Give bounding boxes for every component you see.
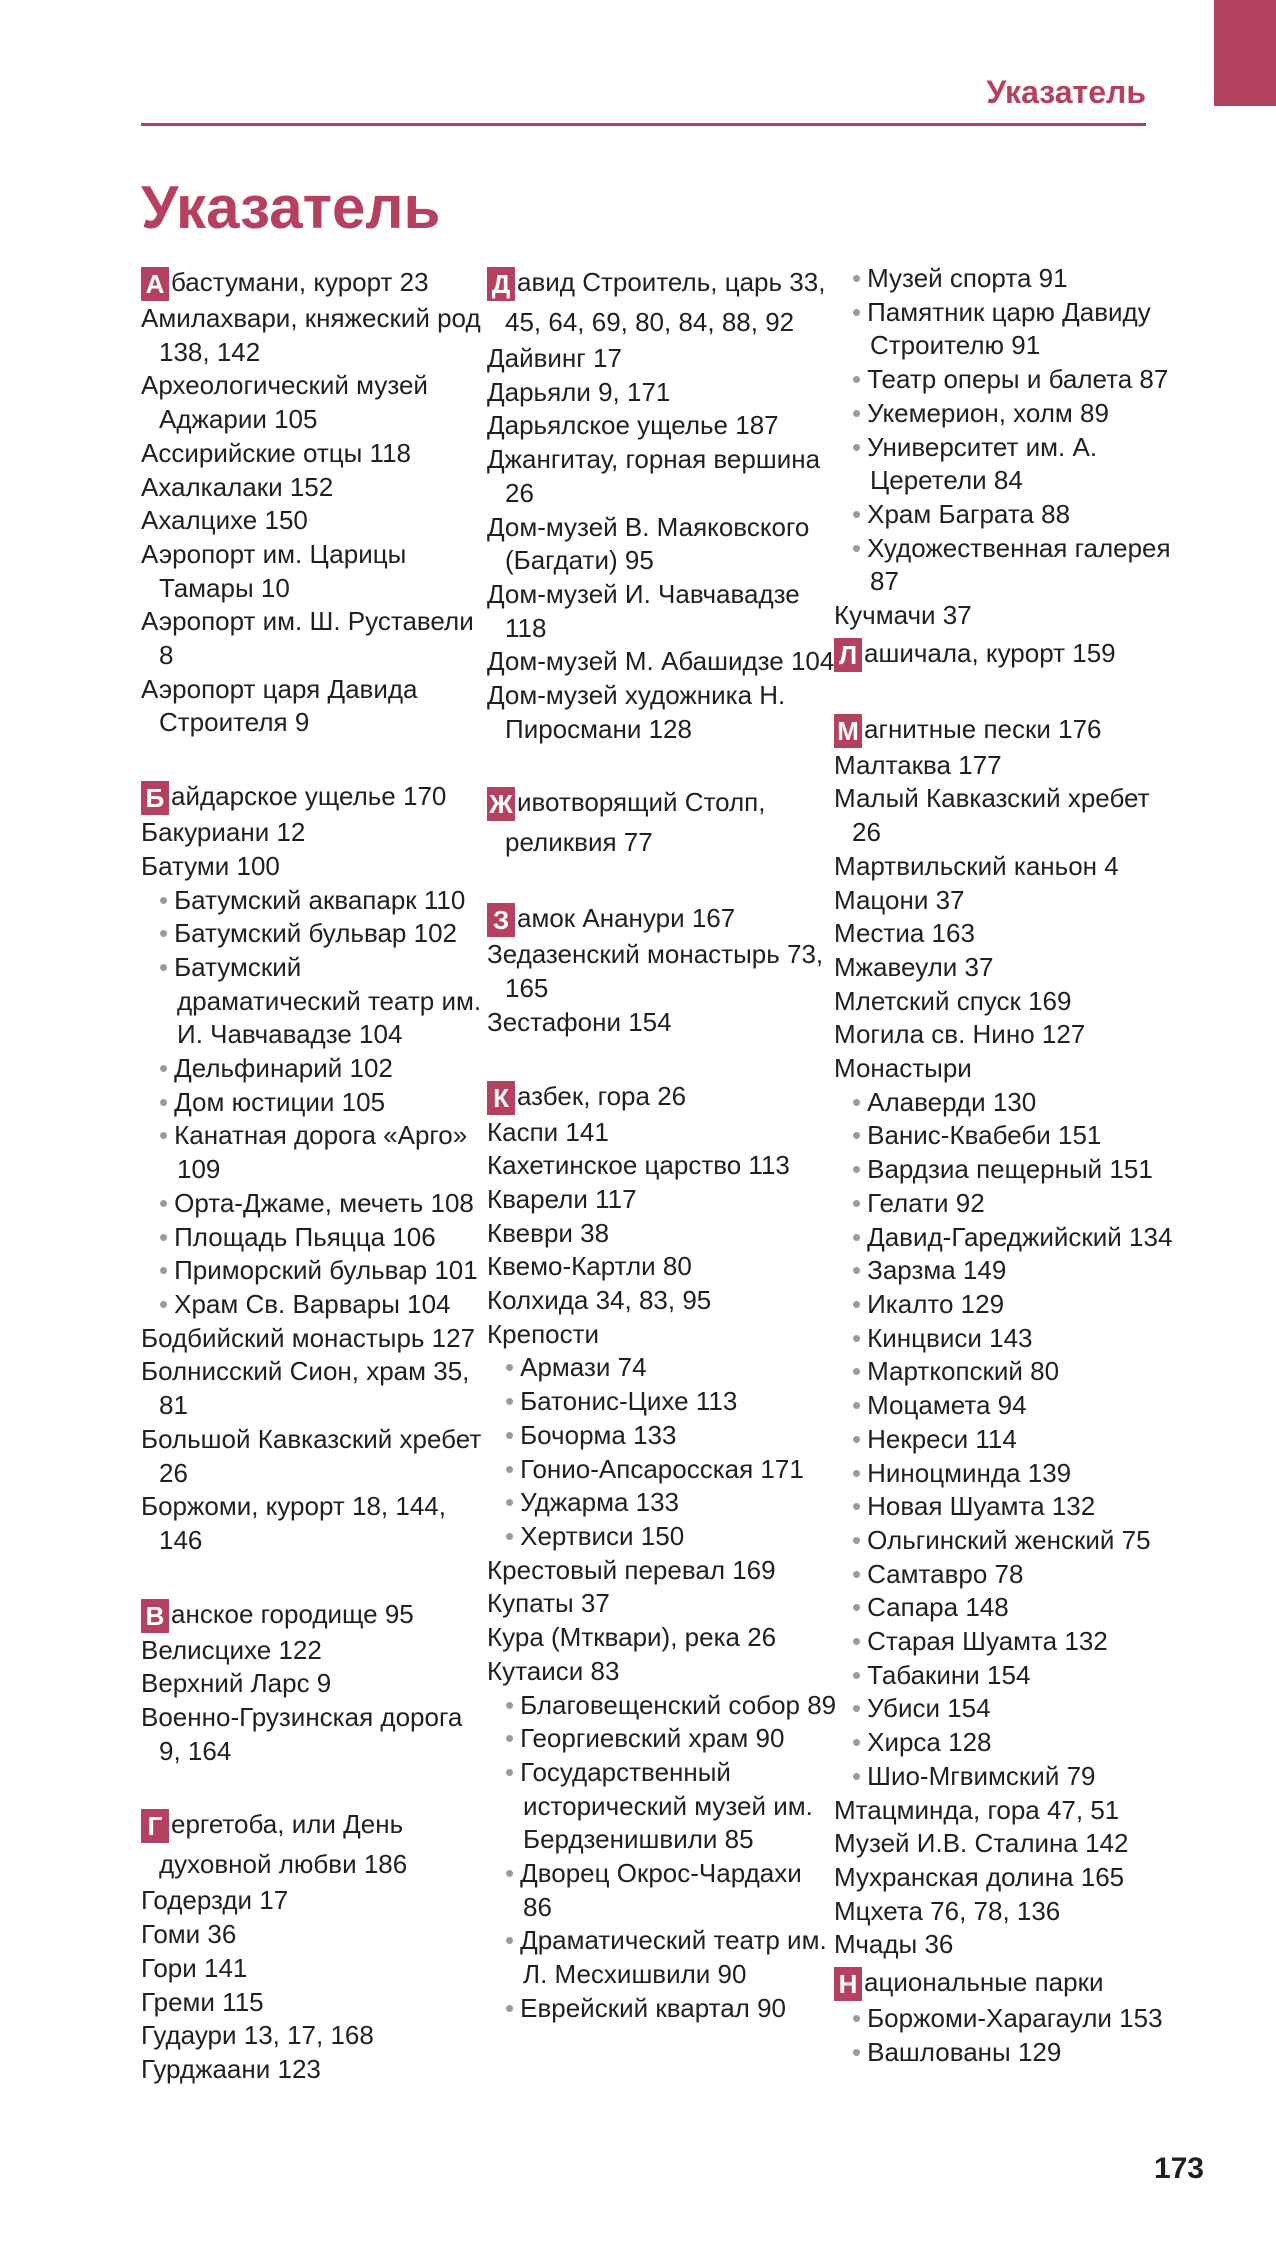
index-entry: Мцхета 76, 78, 136 xyxy=(834,1895,1061,1926)
index-subentry xyxy=(141,917,491,951)
index-subentry xyxy=(834,1659,1184,1693)
index-entry: Батуми 100 xyxy=(141,850,280,881)
index-subentry xyxy=(834,1591,1184,1625)
index-entry: Музей И.В. Сталина 142 xyxy=(834,1828,1129,1859)
index-subentry xyxy=(834,397,1184,431)
index-subentry xyxy=(141,951,491,1052)
bullet-icon: • xyxy=(852,364,862,395)
index-subentry-text: Ванис-Квабеби 151 xyxy=(867,1120,1102,1151)
index-entry: Военно-Грузинская дорога 9, 164 xyxy=(141,1702,463,1766)
bullet-icon: • xyxy=(852,1221,862,1252)
index-subentry-text: Гонио-Апсаросская 171 xyxy=(520,1453,804,1484)
index-subentry xyxy=(834,1726,1184,1760)
index-entry: Годерзди 17 xyxy=(141,1885,289,1916)
drop-cap-letter: Ж xyxy=(487,787,515,821)
index-letter-entry xyxy=(141,262,491,302)
index-entry: Кварели 117 xyxy=(487,1183,637,1214)
index-entry-text: ергетоба, или День духовной любви 186 xyxy=(159,1809,408,1880)
index-entry: Квемо-Картли 80 xyxy=(487,1251,692,1282)
page-title: Указатель xyxy=(141,174,441,241)
page-number: 173 xyxy=(1153,2152,1204,2185)
index-entry-text: амок Ананури 167 xyxy=(517,903,736,934)
index-subentry xyxy=(834,1153,1184,1187)
index-subentry xyxy=(834,1457,1184,1491)
index-entry: Гори 141 xyxy=(141,1952,248,1983)
index-subentry-text: Икалто 129 xyxy=(867,1288,1005,1319)
index-entry: Мчады 36 xyxy=(834,1929,954,1960)
index-entry: Дом-музей художника Н. Пиросмани 128 xyxy=(487,680,786,744)
index-entry: Мацони 37 xyxy=(834,884,965,915)
index-subentry xyxy=(487,1385,837,1419)
drop-cap-letter: Д xyxy=(487,267,515,301)
index-subentry-text: Благовещенский собор 89 xyxy=(520,1689,837,1720)
index-subentry xyxy=(141,1052,491,1086)
index-subentry-text: Батумский драматический театр им. И. Чавчавадзе 104 xyxy=(174,951,482,1050)
index-entry: Кахетинское царство 113 xyxy=(487,1150,790,1181)
index-entry-text: ивотворящий Столп, реликвия 77 xyxy=(505,787,766,858)
index-subentry xyxy=(487,1857,837,1924)
index-entry: Ахалцихе 150 xyxy=(141,505,308,536)
index-subentry-text: Укемерион, холм 89 xyxy=(867,397,1109,428)
index-subentry xyxy=(141,1086,491,1120)
index-subentry-text: Табакини 154 xyxy=(867,1659,1031,1690)
bullet-icon: • xyxy=(505,1858,515,1889)
bullet-icon: • xyxy=(505,1689,515,1720)
bullet-icon: • xyxy=(159,1120,169,1151)
index-subentry-text: Алаверди 130 xyxy=(867,1086,1037,1117)
index-entry: Гудаури 13, 17, 168 xyxy=(141,2020,374,2051)
index-subentry xyxy=(141,1288,491,1322)
index-subentry-text: Хирса 128 xyxy=(867,1727,992,1758)
index-subentry-text: Армази 74 xyxy=(520,1352,647,1383)
index-letter-entry xyxy=(141,1594,491,1634)
index-entry: Бакуриани 12 xyxy=(141,817,306,848)
drop-cap-letter: Л xyxy=(834,638,862,672)
section-gap xyxy=(141,1558,491,1594)
index-subentry xyxy=(834,1254,1184,1288)
index-entry-text: ашичала, курорт 159 xyxy=(864,637,1116,668)
bullet-icon: • xyxy=(852,1727,862,1758)
index-entry: Кура (Мтквари), река 26 xyxy=(487,1622,777,1653)
index-subentry-text: Еврейский квартал 90 xyxy=(520,1992,786,2023)
index-subentry-text: Георгиевский храм 90 xyxy=(520,1723,785,1754)
running-head: Указатель xyxy=(986,74,1146,110)
bullet-icon: • xyxy=(159,1288,169,1319)
index-subentry-text: Художественная галерея 87 xyxy=(867,532,1171,597)
section-gap xyxy=(141,740,491,776)
index-subentry-text: Боржоми-Харагаули 153 xyxy=(867,2003,1163,2034)
index-subentry-text: Канатная дорога «Арго» 109 xyxy=(174,1120,468,1185)
bullet-icon: • xyxy=(505,1925,515,1956)
bullet-icon: • xyxy=(159,1255,169,1286)
index-subentry-text: Старая Шуамта 132 xyxy=(867,1626,1108,1657)
index-subentry-text: Давид-Гареджийский 134 xyxy=(867,1221,1173,1252)
index-entry: Могила св. Нино 127 xyxy=(834,1019,1086,1050)
index-subentry-text: Ольгинский женский 75 xyxy=(867,1524,1151,1555)
index-entry: Аэропорт им. Ш. Руставели 8 xyxy=(141,606,474,671)
index-entry: Квеври 38 xyxy=(487,1217,610,1248)
drop-cap-letter: Г xyxy=(141,1809,169,1843)
index-subentry-text: Дом юстиции 105 xyxy=(174,1086,386,1117)
index-letter-entry xyxy=(141,776,491,816)
index-entry: Аэропорт царя Давида Строителя 9 xyxy=(141,673,418,738)
index-letter-entry xyxy=(487,262,837,342)
index-entry: Зестафони 154 xyxy=(487,1006,672,1037)
index-letter-entry xyxy=(141,1804,491,1884)
drop-cap-letter: Н xyxy=(834,1967,862,2001)
bullet-icon: • xyxy=(852,1558,862,1589)
index-subentry-text: Уджарма 133 xyxy=(520,1487,680,1518)
bullet-icon: • xyxy=(852,1154,862,1185)
index-subentry-text: Батумский бульвар 102 xyxy=(174,918,457,949)
index-subentry-text: Театр оперы и балета 87 xyxy=(867,364,1169,395)
drop-cap-letter: Б xyxy=(141,781,169,815)
index-entry: Дом-музей М. Абашидзе 104 xyxy=(487,646,835,677)
index-entry: Малтаква 177 xyxy=(834,749,1002,780)
index-subentry xyxy=(834,2036,1184,2070)
index-subentry-text: Государственный исторический музей им. Бердзенишвили 85 xyxy=(520,1756,813,1855)
index-subentry-text: Некреси 114 xyxy=(867,1423,1017,1454)
drop-cap-letter: В xyxy=(141,1599,169,1633)
index-subentry-text: Марткопский 80 xyxy=(867,1356,1060,1387)
index-entry: Купаты 37 xyxy=(487,1588,610,1619)
bullet-icon: • xyxy=(852,1120,862,1151)
index-entry: Аэропорт им. Царицы Тамары 10 xyxy=(141,538,407,603)
index-entry: Ахалкалаки 152 xyxy=(141,471,334,502)
index-subentry xyxy=(487,1924,837,1991)
bullet-icon: • xyxy=(852,1322,862,1353)
section-gap xyxy=(487,746,837,782)
index-letter-entry xyxy=(487,1076,837,1116)
index-entry: Крепости xyxy=(487,1318,600,1349)
index-subentry xyxy=(834,1760,1184,1794)
index-subentry-text: Батумский аквапарк 110 xyxy=(174,884,466,915)
index-subentry xyxy=(834,498,1184,532)
index-entry: Мухранская долина 165 xyxy=(834,1861,1125,1892)
index-subentry-text: Убиси 154 xyxy=(867,1693,991,1724)
index-entry: Дом-музей И. Чавчавадзе 118 xyxy=(487,578,800,643)
index-entry: Дарьяли 9, 171 xyxy=(487,376,671,407)
index-entry: Болнисский Сион, храм 35, 81 xyxy=(141,1356,470,1421)
index-subentry-text: Гелати 92 xyxy=(867,1187,985,1218)
index-subentry xyxy=(834,262,1184,296)
bullet-icon: • xyxy=(505,1756,515,1787)
bullet-icon: • xyxy=(505,1453,515,1484)
bullet-icon: • xyxy=(505,1723,515,1754)
bullet-icon: • xyxy=(159,951,169,982)
index-entry: Монастыри xyxy=(834,1053,972,1084)
bullet-icon: • xyxy=(852,1626,862,1657)
index-entry: Дарьялское ущелье 187 xyxy=(487,410,779,441)
index-entry: Археологический музей Аджарии 105 xyxy=(141,370,428,435)
index-entry-text: айдарское ущелье 170 xyxy=(171,781,447,812)
bullet-icon: • xyxy=(852,1255,862,1286)
bullet-icon: • xyxy=(852,1760,862,1791)
index-entry: Гурджаани 123 xyxy=(141,2053,321,2084)
section-gap xyxy=(834,673,1184,709)
index-entry: Малый Кавказский хребет 26 xyxy=(834,783,1150,848)
index-subentry-text: Хертвиси 150 xyxy=(520,1520,685,1551)
index-entry: Мжавеули 37 xyxy=(834,951,994,982)
section-gap xyxy=(487,1040,837,1076)
bullet-icon: • xyxy=(852,532,862,563)
bullet-icon: • xyxy=(852,1086,862,1117)
index-subentry-text: Ниноцминда 139 xyxy=(867,1457,1072,1488)
bullet-icon: • xyxy=(852,1491,862,1522)
index-subentry xyxy=(834,1086,1184,1120)
index-entry: Велисцихе 122 xyxy=(141,1634,322,1665)
index-entry: Гоми 36 xyxy=(141,1919,237,1950)
bullet-icon: • xyxy=(852,1693,862,1724)
index-subentry-text: Зарзма 149 xyxy=(867,1255,1007,1286)
index-entry: Дом-музей В. Маяковского (Багдати) 95 xyxy=(487,511,810,576)
index-subentry-text: Сапара 148 xyxy=(867,1592,1009,1623)
index-entry: Мартвильский каньон 4 xyxy=(834,850,1119,881)
index-subentry-text: Площадь Пьяцца 106 xyxy=(174,1221,436,1252)
bullet-icon: • xyxy=(159,918,169,949)
bullet-icon: • xyxy=(852,1288,862,1319)
section-gap xyxy=(487,862,837,898)
index-subentry-text: Шио-Мгвимский 79 xyxy=(867,1760,1096,1791)
index-subentry xyxy=(487,1453,837,1487)
bullet-icon: • xyxy=(852,1356,862,1387)
index-letter-entry xyxy=(487,898,837,938)
bullet-icon: • xyxy=(852,1457,862,1488)
bullet-icon: • xyxy=(852,431,862,462)
bullet-icon: • xyxy=(159,1221,169,1252)
index-letter-entry xyxy=(487,782,837,862)
index-subentry xyxy=(487,1520,837,1554)
index-entry-text: бастумани, курорт 23 xyxy=(171,267,429,297)
index-entry: Греми 115 xyxy=(141,1986,264,2017)
bullet-icon: • xyxy=(159,1053,169,1084)
index-entry-text: авид Строитель, царь 33, 45, 64, 69, 80, 84, 88, 92 xyxy=(505,267,826,337)
index-entry-text: азбек, гора 26 xyxy=(517,1080,687,1111)
index-subentry xyxy=(487,1419,837,1453)
index-subentry-text: Вашлованы 129 xyxy=(867,2036,1062,2067)
bullet-icon: • xyxy=(852,1592,862,1623)
index-entry: Джангитау, горная вершина 26 xyxy=(487,444,821,508)
index-subentry-text: Бочорма 133 xyxy=(520,1419,677,1450)
bullet-icon: • xyxy=(852,2003,862,2034)
index-subentry xyxy=(834,1524,1184,1558)
index-subentry xyxy=(834,1322,1184,1356)
index-subentry xyxy=(487,1486,837,1520)
index-subentry-text: Университет им. А. Церетели 84 xyxy=(867,431,1098,496)
index-subentry xyxy=(834,1490,1184,1524)
index-entry: Ассирийские отцы 118 xyxy=(141,437,412,468)
index-subentry-text: Храм Баграта 88 xyxy=(867,498,1071,529)
index-column-2 xyxy=(487,262,837,2026)
index-entry: Большой Кавказский хребет 26 xyxy=(141,1423,482,1488)
drop-cap-letter: К xyxy=(487,1081,515,1115)
index-subentry xyxy=(141,1221,491,1255)
index-subentry xyxy=(141,1187,491,1221)
index-subentry xyxy=(834,1119,1184,1153)
index-entry: Млетский спуск 169 xyxy=(834,985,1072,1016)
drop-cap-letter: А xyxy=(141,267,169,301)
index-subentry xyxy=(834,431,1184,498)
drop-cap-letter: М xyxy=(834,714,862,748)
index-column-3 xyxy=(834,262,1184,2069)
index-entry: Мтацминда, гора 47, 51 xyxy=(834,1794,1120,1825)
section-tab xyxy=(1214,0,1276,106)
index-entry: Боржоми, курорт 18, 144, 146 xyxy=(141,1491,446,1555)
bullet-icon: • xyxy=(852,1423,862,1454)
bullet-icon: • xyxy=(852,1187,862,1218)
bullet-icon: • xyxy=(852,296,862,327)
drop-cap-letter: З xyxy=(487,903,515,937)
index-subentry xyxy=(141,1254,491,1288)
index-subentry xyxy=(487,1722,837,1756)
bullet-icon: • xyxy=(852,2036,862,2067)
index-subentry xyxy=(834,1692,1184,1726)
bullet-icon: • xyxy=(505,1992,515,2023)
index-subentry xyxy=(834,363,1184,397)
index-entry-text: анское городище 95 xyxy=(171,1598,414,1629)
index-entry: Колхида 34, 83, 95 xyxy=(487,1285,712,1316)
index-subentry xyxy=(834,532,1184,599)
index-column-1 xyxy=(141,262,491,2087)
index-subentry-text: Орта-Джаме, мечеть 108 xyxy=(174,1187,474,1218)
index-entry: Верхний Ларс 9 xyxy=(141,1668,332,1699)
index-subentry-text: Приморский бульвар 101 xyxy=(174,1255,478,1286)
header-rule xyxy=(141,123,1146,126)
index-subentry xyxy=(834,1221,1184,1255)
index-subentry-text: Самтавро 78 xyxy=(867,1558,1024,1589)
bullet-icon: • xyxy=(852,263,862,293)
index-letter-entry xyxy=(834,709,1184,749)
bullet-icon: • xyxy=(852,498,862,529)
index-entry: Кучмачи 37 xyxy=(834,600,972,631)
bullet-icon: • xyxy=(505,1520,515,1551)
index-subentry-text: Музей спорта 91 xyxy=(867,263,1068,293)
index-subentry xyxy=(834,1558,1184,1592)
index-subentry xyxy=(834,1423,1184,1457)
index-subentry-text: Моцамета 94 xyxy=(867,1390,1027,1421)
bullet-icon: • xyxy=(852,1659,862,1690)
bullet-icon: • xyxy=(505,1419,515,1450)
bullet-icon: • xyxy=(505,1386,515,1417)
index-subentry-text: Памятник царю Давиду Строителю 91 xyxy=(867,296,1151,361)
index-subentry xyxy=(834,1187,1184,1221)
index-letter-entry xyxy=(834,1962,1184,2002)
index-entry: Бодбийский монастырь 127 xyxy=(141,1322,476,1353)
index-entry: Зедазенский монастырь 73, 165 xyxy=(487,939,824,1004)
index-entry: Амилахвари, княжеский род 138, 142 xyxy=(141,303,481,367)
index-subentry xyxy=(834,296,1184,363)
bullet-icon: • xyxy=(852,1524,862,1555)
index-subentry-text: Вардзиа пещерный 151 xyxy=(867,1154,1153,1185)
index-subentry xyxy=(834,1625,1184,1659)
section-gap xyxy=(141,1768,491,1804)
bullet-icon: • xyxy=(159,1187,169,1218)
index-entry-text: ациональные парки xyxy=(864,1967,1104,1998)
index-subentry-text: Дворец Окрос-Чардахи 86 xyxy=(520,1858,802,1922)
bullet-icon: • xyxy=(505,1487,515,1518)
index-entry: Крестовый перевал 169 xyxy=(487,1554,776,1585)
bullet-icon: • xyxy=(852,1390,862,1421)
index-subentry-text: Кинцвиси 143 xyxy=(867,1322,1033,1353)
index-subentry xyxy=(141,884,491,918)
index-subentry-text: Батонис-Цихе 113 xyxy=(520,1386,738,1417)
index-subentry-text: Новая Шуамта 132 xyxy=(867,1491,1096,1522)
index-subentry xyxy=(834,1355,1184,1389)
index-subentry xyxy=(141,1119,491,1186)
index-entry: Местиа 163 xyxy=(834,918,975,949)
index-subentry xyxy=(487,1756,837,1857)
index-entry: Кутаиси 83 xyxy=(487,1655,620,1686)
index-subentry-text: Драматический театр им. Л. Месхишвили 90 xyxy=(520,1925,827,1990)
index-entry: Дайвинг 17 xyxy=(487,343,622,373)
index-subentry xyxy=(834,1288,1184,1322)
index-entry-text: агнитные пески 176 xyxy=(864,713,1102,744)
index-subentry xyxy=(487,1351,837,1385)
index-subentry xyxy=(487,1689,837,1723)
index-letter-entry xyxy=(834,633,1184,673)
index-subentry-text: Дельфинарий 102 xyxy=(174,1053,393,1084)
index-subentry xyxy=(487,1992,837,2026)
index-subentry-text: Храм Св. Варвары 104 xyxy=(174,1288,451,1319)
bullet-icon: • xyxy=(159,884,169,915)
index-entry: Каспи 141 xyxy=(487,1116,609,1147)
index-subentry xyxy=(834,1389,1184,1423)
bullet-icon: • xyxy=(852,397,862,428)
index-subentry xyxy=(834,2002,1184,2036)
bullet-icon: • xyxy=(159,1086,169,1117)
bullet-icon: • xyxy=(505,1352,515,1383)
